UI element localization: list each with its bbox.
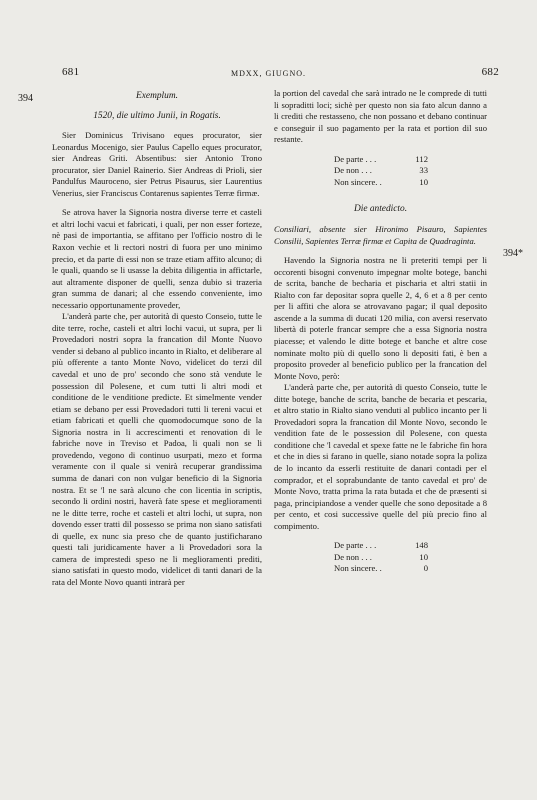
page-number-left: 681 (62, 66, 80, 78)
vote-label: Non sincere. . (334, 176, 382, 187)
margin-reference-right: 394* (503, 248, 523, 259)
vote-value: 10 (419, 176, 428, 187)
session-date-antedicto: Die antedicto. (353, 203, 408, 214)
vote-label: De parte . . . (334, 153, 377, 164)
vote-label: De non . . . (334, 551, 372, 562)
vote-label: De non . . . (334, 165, 372, 176)
right-column (274, 88, 487, 575)
page-number-right: 682 (481, 66, 499, 78)
vote-value: 0 (423, 563, 428, 574)
vote-row (334, 165, 487, 177)
running-title: MDXX, GIUGNO. (231, 69, 306, 78)
paragraph-decree: L'anderà parte che, per autorità di questo Conseio, tutte le dite terre, roche, casteli et altri lochi vacui, ut supra, per li Provedadori nostri sopra la francation dil Monte Nuovo vender si debano al publico incanto in Rialto, et deliberare al più offerente a tanto Monte Novo, videlicet do terzi dil cavedal et uno de pro' secondo che sono stà vendute le possession dil Polesene, et cum tutti li altri modi et conditione de le venditione predicte. Et simelmente vender etiam se debano per essi Provedadori tutti li tereni vacui et etiam fabricati et quelli che quomodocumque sono de la Signoria nostra in li accrescimenti et renovation di le fabriche nove in Treviso et Padoa, li quali non se li provedendo, vegono di continuo usurpati, mezo et forma veramente con il quale si venirà recuperar grandissima summa de danari con non vulgar beneficio di la Signoria nostra. Et se 'l ne sarà alcuno che con licentia in scriptis, secondo li ordini nostri, haverà fate spese et meglioramenti ne le ditte terre, roche et casteli et altri lochi, ut supra, non dovendo esser tratti dil possesso se prima non siano satisfati di quelle, ex nunc sia preso che de quanto justificharano questi tali juridicamente haver a li Provedadori sora la camera de imprestedi speso ne li meglioramenti prediti, siano satisfati in questo modo, videlicet di tanti danari de la rata del Monte Novo quanti intrarà per (52, 311, 262, 587)
vote-row (334, 552, 487, 564)
vote-tally-2 (334, 540, 487, 575)
council-members: Consiliari, absente sier Hironimo Pisauro, Sapientes Consilii, Sapientes Terræ firmæ et Capita de Quadraginta. (274, 224, 487, 246)
vote-value: 112 (415, 153, 428, 164)
exemplum-title: Exemplum. (136, 91, 178, 101)
vote-row (334, 563, 487, 575)
members-list: Sier Dominicus Trivisano eques procurator, sier Leonardus Mocenigo, sier Paulus Capello eques procurator, sier Andreas Griti. Absentibus: sier Antonio Trono procurator, sier Daniel Rainerio. Sier Andreas di Prioli, sier Pandulfus Mauroceno, sier Petrus Pisaurus, sier Laurentius Venerius, sier Franciscus Contarenus sapientes Terræ firmæ. (52, 130, 262, 198)
paragraph-continuation: la portion del cavedal che sarà intrado ne le comprede di tutti li sopraditti loci; sichè per questo non sia fato alcun danno a li crediti che restasseno, che non possano et debano continuar e conseguir il suo pagamento per la rata et portion dil suo restante. (274, 88, 487, 145)
margin-reference-left: 394 (18, 93, 33, 104)
left-column (52, 88, 262, 588)
vote-value: 148 (415, 540, 428, 551)
paragraph-decree-2: L'anderà parte che, per autorità di questo Conseio, tutte le ditte botege, banche de scrita, banche de becaria et pescaria, et altro statio in Rialto siano venduti al publico incanto per li Provedadori sopra la francation dil Monte Novo, secondo le vendition fate de le possession dil Polesene, con questa conditione che 'l cavedal et spexe fatte ne le fabriche fin hora et che in dies si farano in quelle, siano notade sopra la poliza de lo incanto da esserli restituite de danari contadi per el comprador, et el soprabundante de tanto cavedal et pro' de Monte Novo, tratta prima la rata butada et che de præsenti si paga, principiandose a vender quelle che sono depositade a 8 per cento, et cosi successive quelle del più precio fino al compimento. (274, 382, 487, 531)
paragraph-preamble: Se atrova haver la Signoria nostra diverse terre et casteli et altri lochi vacui et fabricati, i quali, per non esser forteze, nè pasi de importantia, se affitano per l'officio nostro di le Raxon vechie et li rectori nostri di fuora per uno minimo precio, et da parte di essi non se traze etiam affito alcuno; di le quali, quando se li usasse la debita diligentia in affictarle, aut altramente disponer de quelli, senza dubio si trazeria gran summa de danari; al che essendo conveniente, imo necessario opportunamente proveder, (52, 207, 262, 310)
vote-tally-1 (334, 154, 487, 189)
vote-label: De parte . . . (334, 540, 377, 551)
vote-row (334, 540, 487, 552)
session-date-line: 1520, die ultimo Junii, in Rogatis. (93, 110, 221, 121)
vote-value: 10 (419, 551, 428, 562)
vote-row (334, 154, 487, 166)
vote-value: 33 (419, 165, 428, 176)
vote-label: Non sincere. . (334, 563, 382, 574)
paragraph-shops: Havendo la Signoria nostra ne li preteriti tempi per li occorenti bisogni convenuto impegnar molte botege, banchi de scrita, banche de becharia et pischaria et altri statii in Rialto con far depositar sopra quelle 2, 4, 6 et a 8 per cento per li affiti che alora se atrovavano pagar; il qual deposito ascende a la summa di ducati 120 milia, con aversi reservato libertà di poterle francar sempre che a essa Signoria nostra piacesse; et valendo le ditte botege et banche et altre cose nominate molto più di quello sono li depositi fati, è ben a proposito proveder al beneficio publico per la francation del Monte Novo, però: (274, 255, 487, 381)
vote-row (334, 177, 487, 189)
